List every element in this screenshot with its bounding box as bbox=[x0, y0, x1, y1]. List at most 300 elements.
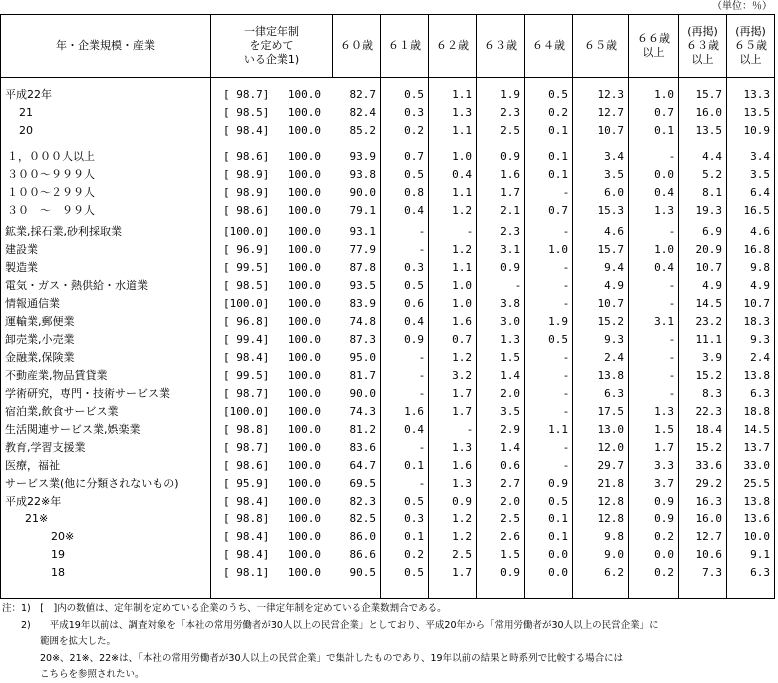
value-cell: 3.5 bbox=[750, 168, 770, 181]
value-cell: 4.4 bbox=[702, 150, 722, 163]
value-cell: 8.1 bbox=[702, 186, 722, 199]
header-63-plus-text: (再掲) ６３歳 以上 bbox=[686, 25, 719, 66]
uniform-ratio-cell: [ 98.4] bbox=[223, 548, 270, 561]
footnote-line: 2) 平成19年以前は、調査対象を「本社の常用労働者が30人以上の民営企業」としており、平成20年から「常用労働者が30人以上の民営企業」に bbox=[2, 620, 659, 631]
row-label: 鉱業,採石業,砂利採取業 bbox=[5, 225, 122, 238]
header-age-66-plus bbox=[628, 15, 678, 77]
row-label: 医療，福祉 bbox=[5, 459, 60, 472]
value-cell: 16.3 bbox=[695, 495, 722, 508]
row-label: 平成22※年 bbox=[5, 495, 62, 508]
footnote-line: 20※、21※、22※は、「本社の常用労働者が30人以上の民営企業」で集計したものであり、19年以前の結果と時系列で比較する場合には bbox=[2, 653, 624, 664]
value-cell: 0.2 bbox=[654, 530, 674, 543]
total-cell: 100.0 bbox=[287, 124, 321, 137]
table-row bbox=[1, 277, 774, 295]
total-cell: 100.0 bbox=[287, 204, 321, 217]
value-cell: 4.9 bbox=[702, 279, 722, 292]
uniform-ratio-cell: [ 99.5] bbox=[223, 369, 270, 382]
value-cell: 4.9 bbox=[604, 279, 624, 292]
value-cell: 0.9 bbox=[548, 477, 568, 490]
value-cell: 86.0 bbox=[349, 530, 376, 543]
uniform-ratio-cell: [ 99.4] bbox=[223, 333, 270, 346]
value-cell: 0.9 bbox=[452, 495, 472, 508]
value-cell: 2.6 bbox=[500, 530, 520, 543]
value-cell: 2.7 bbox=[500, 477, 520, 490]
value-cell: 6.4 bbox=[750, 186, 770, 199]
value-cell: 1.7 bbox=[654, 441, 674, 454]
value-cell: 9.1 bbox=[750, 548, 770, 561]
value-cell: 0.6 bbox=[500, 459, 520, 472]
value-cell: - bbox=[420, 387, 424, 400]
row-label: 建設業 bbox=[5, 243, 38, 256]
table-row bbox=[1, 148, 774, 166]
row-label: 19 bbox=[51, 548, 65, 561]
value-cell: 29.2 bbox=[695, 477, 722, 490]
value-cell: 0.2 bbox=[548, 106, 568, 119]
value-cell: 21.8 bbox=[597, 477, 624, 490]
value-cell: 0.4 bbox=[404, 204, 424, 217]
row-label: 21 bbox=[5, 106, 33, 119]
table-row bbox=[1, 528, 774, 546]
value-cell: 1.2 bbox=[452, 530, 472, 543]
header-uniform-retirement bbox=[210, 15, 332, 77]
uniform-ratio-cell: [100.0] bbox=[223, 225, 270, 238]
value-cell: 25.5 bbox=[743, 477, 770, 490]
value-cell: - bbox=[564, 186, 568, 199]
value-cell: - bbox=[564, 261, 568, 274]
header-63-plus bbox=[678, 15, 726, 77]
value-cell: 1.1 bbox=[452, 124, 472, 137]
uniform-ratio-cell: [ 98.5] bbox=[223, 106, 270, 119]
value-cell: - bbox=[420, 441, 424, 454]
value-cell: 1.6 bbox=[452, 315, 472, 328]
value-cell: 74.8 bbox=[349, 315, 376, 328]
value-cell: 1.6 bbox=[500, 168, 520, 181]
retirement-age-table bbox=[0, 14, 775, 599]
value-cell: 3.4 bbox=[750, 150, 770, 163]
value-cell: 0.5 bbox=[404, 495, 424, 508]
value-cell: 12.7 bbox=[695, 530, 722, 543]
row-label: 金融業,保険業 bbox=[5, 351, 75, 364]
value-cell: 1.1 bbox=[452, 88, 472, 101]
value-cell: 8.3 bbox=[702, 387, 722, 400]
value-cell: 1.4 bbox=[500, 441, 520, 454]
value-cell: 1.0 bbox=[654, 88, 674, 101]
value-cell: 0.6 bbox=[404, 297, 424, 310]
value-cell: 16.0 bbox=[695, 106, 722, 119]
total-cell: 100.0 bbox=[287, 548, 321, 561]
value-cell: 0.5 bbox=[548, 88, 568, 101]
value-cell: 13.5 bbox=[695, 124, 722, 137]
value-cell: - bbox=[670, 351, 674, 364]
uniform-ratio-cell: [ 98.4] bbox=[223, 124, 270, 137]
value-cell: 22.3 bbox=[695, 405, 722, 418]
value-cell: - bbox=[420, 351, 424, 364]
header-age-65-text: ６５歳 bbox=[584, 39, 617, 52]
value-cell: 15.7 bbox=[695, 88, 722, 101]
total-cell: 100.0 bbox=[287, 512, 321, 525]
value-cell: 10.9 bbox=[743, 124, 770, 137]
value-cell: 82.7 bbox=[349, 88, 376, 101]
value-cell: 0.1 bbox=[548, 530, 568, 543]
value-cell: 16.8 bbox=[743, 243, 770, 256]
value-cell: 1.5 bbox=[500, 351, 520, 364]
value-cell: 74.3 bbox=[349, 405, 376, 418]
row-label: 不動産業,物品賃貸業 bbox=[5, 369, 108, 382]
total-cell: 100.0 bbox=[287, 243, 321, 256]
value-cell: 9.0 bbox=[604, 548, 624, 561]
value-cell: 0.5 bbox=[548, 495, 568, 508]
value-cell: 6.0 bbox=[604, 186, 624, 199]
value-cell: 85.2 bbox=[349, 124, 376, 137]
value-cell: 1.0 bbox=[452, 150, 472, 163]
table-row bbox=[1, 259, 774, 277]
value-cell: 9.8 bbox=[750, 261, 770, 274]
value-cell: 1.2 bbox=[452, 351, 472, 364]
total-cell: 100.0 bbox=[287, 477, 321, 490]
value-cell: 3.1 bbox=[654, 315, 674, 328]
value-cell: 3.9 bbox=[702, 351, 722, 364]
value-cell: 64.7 bbox=[349, 459, 376, 472]
table-row bbox=[1, 331, 774, 349]
total-cell: 100.0 bbox=[287, 566, 321, 579]
total-cell: 100.0 bbox=[287, 186, 321, 199]
value-cell: 2.5 bbox=[500, 124, 520, 137]
value-cell: 0.0 bbox=[548, 548, 568, 561]
value-cell: 90.5 bbox=[349, 566, 376, 579]
value-cell: 9.4 bbox=[604, 261, 624, 274]
table-row bbox=[1, 546, 774, 564]
value-cell: 15.2 bbox=[597, 315, 624, 328]
value-cell: 0.5 bbox=[548, 333, 568, 346]
footnote-line: こちらを参照されたい。 bbox=[2, 669, 145, 680]
total-cell: 100.0 bbox=[287, 315, 321, 328]
value-cell: - bbox=[420, 225, 424, 238]
value-cell: 0.9 bbox=[654, 495, 674, 508]
value-cell: 77.9 bbox=[349, 243, 376, 256]
value-cell: 79.1 bbox=[349, 204, 376, 217]
value-cell: 4.6 bbox=[750, 225, 770, 238]
value-cell: 1.7 bbox=[452, 405, 472, 418]
value-cell: 13.8 bbox=[743, 369, 770, 382]
value-cell: - bbox=[564, 459, 568, 472]
value-cell: - bbox=[468, 225, 472, 238]
table-row bbox=[1, 457, 774, 475]
value-cell: - bbox=[516, 279, 520, 292]
table-row bbox=[1, 202, 774, 220]
value-cell: 93.1 bbox=[349, 225, 376, 238]
header-age-62-text: ６２歳 bbox=[436, 39, 469, 52]
row-label: 生活関連サービス業,娯楽業 bbox=[5, 423, 141, 436]
value-cell: 1.3 bbox=[654, 204, 674, 217]
total-cell: 100.0 bbox=[287, 441, 321, 454]
value-cell: 90.0 bbox=[349, 387, 376, 400]
value-cell: - bbox=[564, 405, 568, 418]
value-cell: 3.0 bbox=[500, 315, 520, 328]
value-cell: 2.0 bbox=[500, 495, 520, 508]
value-cell: 0.1 bbox=[548, 168, 568, 181]
value-cell: 0.1 bbox=[404, 459, 424, 472]
value-cell: 0.1 bbox=[548, 124, 568, 137]
value-cell: 1.9 bbox=[548, 315, 568, 328]
value-cell: 0.4 bbox=[404, 423, 424, 436]
total-cell: 100.0 bbox=[287, 150, 321, 163]
value-cell: 2.1 bbox=[500, 204, 520, 217]
value-cell: - bbox=[670, 150, 674, 163]
value-cell: 0.8 bbox=[404, 186, 424, 199]
row-label: 宿泊業,飲食サービス業 bbox=[5, 405, 119, 418]
value-cell: 93.8 bbox=[349, 168, 376, 181]
value-cell: 1.1 bbox=[452, 261, 472, 274]
uniform-ratio-cell: [100.0] bbox=[223, 297, 270, 310]
value-cell: 13.8 bbox=[597, 369, 624, 382]
footnote-line: 注：1) [ ]内の数値は、定年制を定めている企業のうち、一律定年制を定めている企業数割合である。 bbox=[2, 603, 447, 614]
value-cell: 18.3 bbox=[743, 315, 770, 328]
value-cell: 15.2 bbox=[695, 441, 722, 454]
value-cell: 12.0 bbox=[597, 441, 624, 454]
header-category-text: 年・企業規模・産業 bbox=[56, 39, 155, 52]
uniform-ratio-cell: [ 98.7] bbox=[223, 441, 270, 454]
value-cell: 1.6 bbox=[452, 459, 472, 472]
header-age-60-text: ６０歳 bbox=[340, 39, 373, 52]
value-cell: 0.5 bbox=[404, 279, 424, 292]
value-cell: 1.3 bbox=[452, 106, 472, 119]
value-cell: 0.0 bbox=[548, 566, 568, 579]
uniform-ratio-cell: [ 98.4] bbox=[223, 351, 270, 364]
value-cell: 1.6 bbox=[404, 405, 424, 418]
value-cell: 0.9 bbox=[654, 512, 674, 525]
row-label: 学術研究，専門・技術サービス業 bbox=[5, 387, 170, 400]
value-cell: 11.1 bbox=[695, 333, 722, 346]
uniform-ratio-cell: [ 95.9] bbox=[223, 477, 270, 490]
unit-label: （単位：％） bbox=[712, 1, 772, 12]
total-cell: 100.0 bbox=[287, 225, 321, 238]
value-cell: 0.5 bbox=[404, 566, 424, 579]
value-cell: 18.4 bbox=[695, 423, 722, 436]
value-cell: - bbox=[670, 387, 674, 400]
uniform-ratio-cell: [ 98.7] bbox=[223, 88, 270, 101]
table-row bbox=[1, 166, 774, 184]
uniform-ratio-cell: [ 98.6] bbox=[223, 459, 270, 472]
value-cell: 1.4 bbox=[500, 369, 520, 382]
table-row bbox=[1, 385, 774, 403]
value-cell: 0.7 bbox=[452, 333, 472, 346]
uniform-ratio-cell: [ 98.8] bbox=[223, 512, 270, 525]
total-cell: 100.0 bbox=[287, 459, 321, 472]
value-cell: 16.5 bbox=[743, 204, 770, 217]
value-cell: 1.9 bbox=[500, 88, 520, 101]
total-cell: 100.0 bbox=[287, 333, 321, 346]
value-cell: 3.1 bbox=[500, 243, 520, 256]
value-cell: 33.6 bbox=[695, 459, 722, 472]
value-cell: 2.5 bbox=[452, 548, 472, 561]
value-cell: 86.6 bbox=[349, 548, 376, 561]
value-cell: 3.4 bbox=[604, 150, 624, 163]
value-cell: 6.3 bbox=[604, 387, 624, 400]
table-row bbox=[1, 439, 774, 457]
uniform-ratio-cell: [ 98.6] bbox=[223, 204, 270, 217]
row-label: 電気・ガス・熱供給・水道業 bbox=[5, 279, 148, 292]
value-cell: 90.0 bbox=[349, 186, 376, 199]
value-cell: 18.8 bbox=[743, 405, 770, 418]
value-cell: 1.5 bbox=[500, 548, 520, 561]
row-label: 教育,学習支援業 bbox=[5, 441, 86, 454]
total-cell: 100.0 bbox=[287, 297, 321, 310]
header-age-64 bbox=[524, 15, 572, 77]
value-cell: 12.3 bbox=[597, 88, 624, 101]
value-cell: - bbox=[468, 423, 472, 436]
value-cell: 2.4 bbox=[604, 351, 624, 364]
value-cell: - bbox=[564, 369, 568, 382]
value-cell: - bbox=[564, 387, 568, 400]
value-cell: 1.0 bbox=[654, 243, 674, 256]
value-cell: 6.9 bbox=[702, 225, 722, 238]
value-cell: 13.5 bbox=[743, 106, 770, 119]
header-age-61-text: ６１歳 bbox=[388, 39, 421, 52]
total-cell: 100.0 bbox=[287, 106, 321, 119]
uniform-ratio-cell: [ 96.8] bbox=[223, 315, 270, 328]
value-cell: 0.9 bbox=[500, 150, 520, 163]
value-cell: 95.0 bbox=[349, 351, 376, 364]
table-row bbox=[1, 295, 774, 313]
value-cell: 2.5 bbox=[500, 512, 520, 525]
uniform-ratio-cell: [ 98.9] bbox=[223, 186, 270, 199]
value-cell: 20.9 bbox=[695, 243, 722, 256]
value-cell: - bbox=[564, 297, 568, 310]
value-cell: 2.9 bbox=[500, 423, 520, 436]
value-cell: 14.5 bbox=[695, 297, 722, 310]
row-label: ３０ ～ ９９人 bbox=[7, 204, 95, 217]
value-cell: 4.6 bbox=[604, 225, 624, 238]
table-row bbox=[1, 241, 774, 259]
header-category bbox=[1, 15, 210, 77]
value-cell: 87.8 bbox=[349, 261, 376, 274]
value-cell: 0.3 bbox=[404, 106, 424, 119]
value-cell: 2.3 bbox=[500, 225, 520, 238]
header-uniform-retirement-text: 一律定年制 を定めて いる企業1) bbox=[243, 25, 300, 66]
value-cell: 82.5 bbox=[349, 512, 376, 525]
header-age-62 bbox=[428, 15, 476, 77]
value-cell: 1.1 bbox=[548, 423, 568, 436]
value-cell: 0.5 bbox=[404, 88, 424, 101]
header-age-63 bbox=[476, 15, 524, 77]
table-row bbox=[1, 367, 774, 385]
row-label: 情報通信業 bbox=[5, 297, 60, 310]
value-cell: 12.8 bbox=[597, 495, 624, 508]
value-cell: 19.3 bbox=[695, 204, 722, 217]
table-row bbox=[1, 475, 774, 493]
value-cell: - bbox=[564, 225, 568, 238]
value-cell: 6.3 bbox=[750, 566, 770, 579]
uniform-ratio-cell: [ 98.9] bbox=[223, 168, 270, 181]
value-cell: - bbox=[564, 279, 568, 292]
value-cell: 23.2 bbox=[695, 315, 722, 328]
row-label: 18 bbox=[51, 566, 65, 579]
value-cell: 1.0 bbox=[452, 297, 472, 310]
row-label: サービス業(他に分類されないもの) bbox=[5, 477, 179, 490]
row-label: 平成22年 bbox=[5, 88, 52, 101]
value-cell: 1.7 bbox=[500, 186, 520, 199]
table-header bbox=[1, 15, 774, 78]
uniform-ratio-cell: [ 96.9] bbox=[223, 243, 270, 256]
value-cell: 9.3 bbox=[750, 333, 770, 346]
value-cell: - bbox=[670, 369, 674, 382]
value-cell: 10.6 bbox=[695, 548, 722, 561]
value-cell: 0.9 bbox=[500, 566, 520, 579]
uniform-ratio-cell: [ 98.6] bbox=[223, 150, 270, 163]
total-cell: 100.0 bbox=[287, 423, 321, 436]
table-row bbox=[1, 564, 774, 582]
value-cell: 0.7 bbox=[404, 150, 424, 163]
uniform-ratio-cell: [ 99.5] bbox=[223, 261, 270, 274]
header-age-64-text: ６４歳 bbox=[532, 39, 565, 52]
value-cell: - bbox=[420, 477, 424, 490]
value-cell: 1.2 bbox=[452, 512, 472, 525]
header-age-63-text: ６３歳 bbox=[484, 39, 517, 52]
table-row bbox=[1, 421, 774, 439]
value-cell: - bbox=[420, 369, 424, 382]
value-cell: 10.0 bbox=[743, 530, 770, 543]
value-cell: 10.7 bbox=[597, 297, 624, 310]
value-cell: - bbox=[420, 243, 424, 256]
total-cell: 100.0 bbox=[287, 369, 321, 382]
value-cell: 3.3 bbox=[654, 459, 674, 472]
value-cell: 0.1 bbox=[548, 150, 568, 163]
value-cell: 14.5 bbox=[743, 423, 770, 436]
value-cell: 12.7 bbox=[597, 106, 624, 119]
value-cell: 0.4 bbox=[404, 315, 424, 328]
table-row bbox=[1, 104, 774, 122]
value-cell: 10.7 bbox=[597, 124, 624, 137]
value-cell: 0.0 bbox=[654, 548, 674, 561]
value-cell: 0.7 bbox=[654, 106, 674, 119]
row-label: ３００～９９９人 bbox=[7, 168, 95, 181]
value-cell: 0.1 bbox=[654, 124, 674, 137]
uniform-ratio-cell: [ 98.8] bbox=[223, 423, 270, 436]
total-cell: 100.0 bbox=[287, 88, 321, 101]
value-cell: 1.2 bbox=[452, 243, 472, 256]
value-cell: 2.4 bbox=[750, 351, 770, 364]
value-cell: 0.4 bbox=[452, 168, 472, 181]
value-cell: 0.4 bbox=[654, 261, 674, 274]
value-cell: 87.3 bbox=[349, 333, 376, 346]
total-cell: 100.0 bbox=[287, 168, 321, 181]
value-cell: 82.3 bbox=[349, 495, 376, 508]
value-cell: 0.9 bbox=[404, 333, 424, 346]
value-cell: 82.4 bbox=[349, 106, 376, 119]
value-cell: - bbox=[670, 225, 674, 238]
table-row bbox=[1, 313, 774, 331]
row-label: １００～２９９人 bbox=[7, 186, 95, 199]
value-cell: 0.3 bbox=[404, 512, 424, 525]
total-cell: 100.0 bbox=[287, 495, 321, 508]
total-cell: 100.0 bbox=[287, 279, 321, 292]
value-cell: 15.3 bbox=[597, 204, 624, 217]
value-cell: 2.3 bbox=[500, 106, 520, 119]
value-cell: 0.3 bbox=[404, 261, 424, 274]
value-cell: 81.7 bbox=[349, 369, 376, 382]
table-row bbox=[1, 493, 774, 511]
value-cell: - bbox=[670, 333, 674, 346]
value-cell: 0.7 bbox=[548, 204, 568, 217]
total-cell: 100.0 bbox=[287, 387, 321, 400]
value-cell: 1.3 bbox=[654, 405, 674, 418]
value-cell: 13.0 bbox=[597, 423, 624, 436]
value-cell: 0.1 bbox=[404, 530, 424, 543]
value-cell: 10.7 bbox=[695, 261, 722, 274]
value-cell: 1.1 bbox=[452, 186, 472, 199]
value-cell: 1.3 bbox=[500, 333, 520, 346]
value-cell: 13.7 bbox=[743, 441, 770, 454]
